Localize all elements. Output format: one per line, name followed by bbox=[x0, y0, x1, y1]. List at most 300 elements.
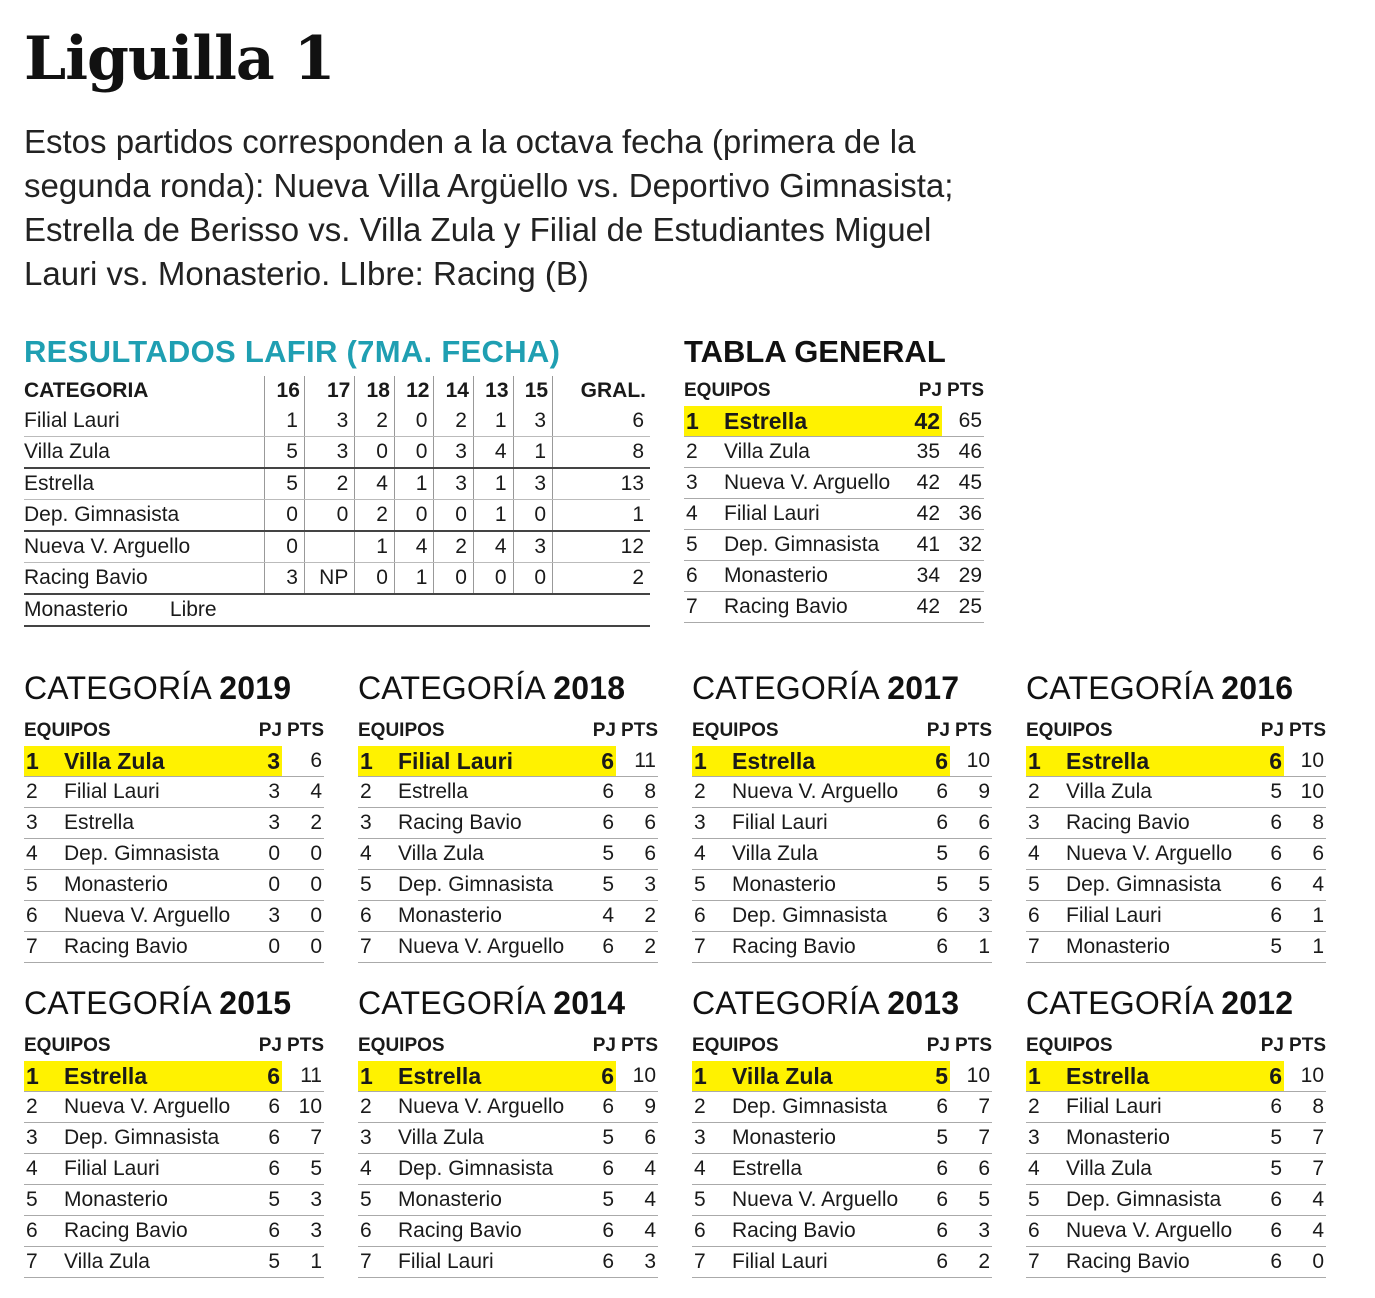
played: 42 bbox=[900, 468, 942, 499]
points: 9 bbox=[616, 1092, 658, 1123]
position: 1 bbox=[358, 746, 398, 777]
results-team-name: Estrella bbox=[24, 468, 265, 500]
points: 7 bbox=[950, 1092, 992, 1123]
played: 5 bbox=[574, 1123, 616, 1154]
standings-row bbox=[358, 1185, 658, 1216]
played: 6 bbox=[1242, 870, 1284, 901]
points: 46 bbox=[942, 437, 984, 468]
position: 5 bbox=[1026, 870, 1066, 901]
leader-row bbox=[358, 1061, 658, 1092]
played: 6 bbox=[908, 1185, 950, 1216]
points: 6 bbox=[1284, 839, 1326, 870]
standings-row bbox=[1026, 839, 1326, 870]
col-equipos: EQUIPOS bbox=[1026, 720, 1113, 741]
results-score: NP bbox=[304, 563, 354, 595]
team-name: Filial Lauri bbox=[64, 777, 240, 808]
category-heading-2014 bbox=[358, 985, 625, 1022]
position: 1 bbox=[1026, 1061, 1066, 1092]
general-standings-table bbox=[684, 376, 984, 623]
standings-header-row bbox=[692, 1031, 992, 1061]
results-col-header: 12 bbox=[394, 376, 434, 406]
standings-row bbox=[1026, 808, 1326, 839]
position: 7 bbox=[692, 932, 732, 963]
standings-row bbox=[692, 839, 992, 870]
position: 4 bbox=[684, 499, 724, 530]
team-name: Villa Zula bbox=[64, 746, 240, 777]
results-bye-row bbox=[24, 594, 650, 626]
results-score: 0 bbox=[265, 500, 305, 532]
col-pj: PJ bbox=[1260, 720, 1284, 741]
col-pts: PTS bbox=[621, 1035, 658, 1056]
position: 3 bbox=[1026, 808, 1066, 839]
played: 3 bbox=[240, 901, 282, 932]
played: 6 bbox=[574, 932, 616, 963]
standings-row bbox=[692, 1185, 992, 1216]
team-name: Dep. Gimnasista bbox=[732, 901, 908, 932]
team-name: Racing Bavio bbox=[398, 1216, 574, 1247]
position: 5 bbox=[1026, 1185, 1066, 1216]
team-name: Villa Zula bbox=[398, 1123, 574, 1154]
points: 7 bbox=[1284, 1154, 1326, 1185]
standings-row bbox=[24, 1123, 324, 1154]
team-name: Nueva V. Arguello bbox=[1066, 839, 1242, 870]
category-year: 2015 bbox=[219, 985, 292, 1021]
played: 5 bbox=[1242, 777, 1284, 808]
team-name: Dep. Gimnasista bbox=[398, 1154, 574, 1185]
standings-row bbox=[358, 839, 658, 870]
standings-row bbox=[358, 1123, 658, 1154]
col-equipos: EQUIPOS bbox=[692, 720, 779, 741]
results-score: 1 bbox=[394, 468, 434, 500]
team-name: Dep. Gimnasista bbox=[398, 870, 574, 901]
played: 6 bbox=[1242, 1185, 1284, 1216]
standings-row bbox=[692, 808, 992, 839]
position: 3 bbox=[24, 1123, 64, 1154]
standings-row bbox=[1026, 1154, 1326, 1185]
points: 11 bbox=[616, 746, 658, 777]
played: 42 bbox=[900, 406, 942, 437]
results-score: 5 bbox=[265, 437, 305, 469]
category-table-2018 bbox=[358, 716, 658, 963]
points: 2 bbox=[616, 901, 658, 932]
team-name: Racing Bavio bbox=[732, 1216, 908, 1247]
points: 2 bbox=[616, 932, 658, 963]
points: 4 bbox=[1284, 870, 1326, 901]
standings-row bbox=[1026, 1185, 1326, 1216]
points: 5 bbox=[282, 1154, 324, 1185]
leader-row bbox=[684, 406, 984, 437]
team-name: Villa Zula bbox=[64, 1247, 240, 1278]
played: 6 bbox=[908, 1154, 950, 1185]
played: 0 bbox=[240, 932, 282, 963]
points: 4 bbox=[616, 1154, 658, 1185]
standings-row bbox=[684, 530, 984, 561]
points: 8 bbox=[1284, 1092, 1326, 1123]
team-name: Nueva V. Arguello bbox=[1066, 1216, 1242, 1247]
position: 1 bbox=[684, 406, 724, 437]
standings-header-row bbox=[684, 376, 984, 406]
points: 3 bbox=[616, 870, 658, 901]
played: 6 bbox=[240, 1216, 282, 1247]
team-name: Estrella bbox=[398, 777, 574, 808]
team-name: Villa Zula bbox=[732, 839, 908, 870]
played: 6 bbox=[1242, 1247, 1284, 1278]
results-team-name: Dep. Gimnasista bbox=[24, 500, 265, 532]
played: 6 bbox=[574, 1247, 616, 1278]
position: 3 bbox=[358, 808, 398, 839]
category-table-2013 bbox=[692, 1031, 992, 1278]
team-name: Estrella bbox=[1066, 1061, 1242, 1092]
points: 1 bbox=[950, 932, 992, 963]
results-col-categoria: CATEGORIA bbox=[24, 379, 149, 402]
points: 29 bbox=[942, 561, 984, 592]
standings-row bbox=[684, 468, 984, 499]
points: 6 bbox=[950, 839, 992, 870]
team-name: Monasterio bbox=[1066, 1123, 1242, 1154]
category-table-2015 bbox=[24, 1031, 324, 1278]
category-heading-2012 bbox=[1026, 985, 1293, 1022]
category-year: 2018 bbox=[553, 670, 626, 706]
results-score: 1 bbox=[513, 437, 553, 469]
played: 3 bbox=[240, 777, 282, 808]
team-name: Nueva V. Arguello bbox=[64, 901, 240, 932]
results-score: 1 bbox=[355, 531, 395, 563]
results-col-header: GRAL. bbox=[553, 376, 650, 406]
results-score: 0 bbox=[394, 500, 434, 532]
played: 4 bbox=[574, 901, 616, 932]
played: 42 bbox=[900, 592, 942, 623]
position: 7 bbox=[358, 1247, 398, 1278]
results-score: 0 bbox=[434, 563, 474, 595]
results-team-name: Filial Lauri bbox=[24, 406, 265, 437]
points: 6 bbox=[616, 808, 658, 839]
played: 6 bbox=[574, 1092, 616, 1123]
results-score: 2 bbox=[553, 563, 650, 595]
position: 7 bbox=[1026, 932, 1066, 963]
category-year: 2013 bbox=[887, 985, 960, 1021]
standings-row bbox=[692, 1216, 992, 1247]
standings-row bbox=[692, 870, 992, 901]
played: 35 bbox=[900, 437, 942, 468]
category-label: CATEGORÍA bbox=[358, 670, 554, 706]
points: 4 bbox=[1284, 1185, 1326, 1216]
team-name: Racing Bavio bbox=[64, 932, 240, 963]
position: 4 bbox=[358, 1154, 398, 1185]
team-name: Nueva V. Arguello bbox=[64, 1092, 240, 1123]
points: 0 bbox=[282, 901, 324, 932]
position: 3 bbox=[24, 808, 64, 839]
results-score: 3 bbox=[434, 468, 474, 500]
team-name: Dep. Gimnasista bbox=[1066, 1185, 1242, 1216]
standings-row bbox=[358, 777, 658, 808]
points: 5 bbox=[950, 1185, 992, 1216]
standings-row bbox=[358, 870, 658, 901]
results-header-row bbox=[24, 376, 650, 406]
played: 42 bbox=[900, 499, 942, 530]
points: 10 bbox=[1284, 777, 1326, 808]
results-col-header: 18 bbox=[355, 376, 395, 406]
position: 1 bbox=[24, 746, 64, 777]
standings-row bbox=[1026, 870, 1326, 901]
position: 7 bbox=[24, 932, 64, 963]
team-name: Dep. Gimnasista bbox=[64, 1123, 240, 1154]
points: 6 bbox=[616, 1123, 658, 1154]
standings-row bbox=[358, 932, 658, 963]
played: 6 bbox=[1242, 808, 1284, 839]
results-score: 5 bbox=[265, 468, 305, 500]
team-name: Racing Bavio bbox=[732, 932, 908, 963]
leader-row bbox=[692, 1061, 992, 1092]
col-pj: PJ bbox=[1260, 1035, 1284, 1056]
standings-row bbox=[358, 808, 658, 839]
results-score: 1 bbox=[553, 500, 650, 532]
team-name: Estrella bbox=[724, 406, 900, 437]
results-bye-filler bbox=[304, 594, 650, 626]
category-year: 2016 bbox=[1221, 670, 1294, 706]
points: 3 bbox=[950, 901, 992, 932]
team-name: Racing Bavio bbox=[398, 808, 574, 839]
played: 5 bbox=[1242, 932, 1284, 963]
results-score: 0 bbox=[513, 563, 553, 595]
results-score: 6 bbox=[553, 406, 650, 437]
results-score: 0 bbox=[394, 406, 434, 437]
results-score: 1 bbox=[473, 468, 513, 500]
category-table-2012 bbox=[1026, 1031, 1326, 1278]
position: 1 bbox=[24, 1061, 64, 1092]
category-heading-2019 bbox=[24, 670, 291, 707]
played: 6 bbox=[1242, 1216, 1284, 1247]
points: 65 bbox=[942, 406, 984, 437]
played: 5 bbox=[574, 1185, 616, 1216]
points: 6 bbox=[616, 839, 658, 870]
points: 2 bbox=[950, 1247, 992, 1278]
played: 6 bbox=[574, 1216, 616, 1247]
played: 0 bbox=[240, 870, 282, 901]
results-score: 1 bbox=[473, 406, 513, 437]
position: 3 bbox=[1026, 1123, 1066, 1154]
team-name: Filial Lauri bbox=[1066, 1092, 1242, 1123]
results-table bbox=[24, 376, 650, 627]
col-equipos: EQUIPOS bbox=[24, 720, 111, 741]
points: 36 bbox=[942, 499, 984, 530]
played: 34 bbox=[900, 561, 942, 592]
results-score: 3 bbox=[434, 437, 474, 469]
standings-row bbox=[24, 1154, 324, 1185]
standings-header-row bbox=[1026, 1031, 1326, 1061]
col-pj: PJ bbox=[926, 720, 950, 741]
points: 1 bbox=[1284, 932, 1326, 963]
team-name: Villa Zula bbox=[1066, 777, 1242, 808]
played: 6 bbox=[574, 808, 616, 839]
standings-row bbox=[24, 870, 324, 901]
team-name: Nueva V. Arguello bbox=[732, 777, 908, 808]
position: 2 bbox=[692, 1092, 732, 1123]
played: 6 bbox=[1242, 746, 1284, 777]
played: 5 bbox=[1242, 1154, 1284, 1185]
category-year: 2012 bbox=[1221, 985, 1294, 1021]
team-name: Monasterio bbox=[732, 870, 908, 901]
results-col-header: 16 bbox=[265, 376, 305, 406]
position: 4 bbox=[692, 1154, 732, 1185]
played: 6 bbox=[574, 1154, 616, 1185]
results-score: 0 bbox=[473, 563, 513, 595]
results-score: 1 bbox=[394, 563, 434, 595]
results-score: 13 bbox=[553, 468, 650, 500]
played: 5 bbox=[908, 1061, 950, 1092]
team-name: Estrella bbox=[398, 1061, 574, 1092]
played: 5 bbox=[240, 1247, 282, 1278]
results-score: 3 bbox=[304, 406, 354, 437]
played: 5 bbox=[908, 1123, 950, 1154]
standings-row bbox=[358, 1216, 658, 1247]
played: 6 bbox=[1242, 901, 1284, 932]
results-row bbox=[24, 563, 650, 595]
position: 4 bbox=[1026, 839, 1066, 870]
position: 5 bbox=[24, 870, 64, 901]
position: 7 bbox=[1026, 1247, 1066, 1278]
points: 7 bbox=[950, 1123, 992, 1154]
results-bye-team bbox=[24, 594, 304, 626]
team-name: Monasterio bbox=[64, 870, 240, 901]
team-name: Filial Lauri bbox=[732, 808, 908, 839]
standings-row bbox=[24, 777, 324, 808]
played: 6 bbox=[574, 746, 616, 777]
points: 32 bbox=[942, 530, 984, 561]
points: 10 bbox=[1284, 1061, 1326, 1092]
col-equipos: EQUIPOS bbox=[24, 1035, 111, 1056]
points: 6 bbox=[950, 1154, 992, 1185]
results-score: 0 bbox=[355, 563, 395, 595]
col-pts: PTS bbox=[1289, 720, 1326, 741]
played: 6 bbox=[240, 1154, 282, 1185]
col-pj: PJ bbox=[926, 1035, 950, 1056]
results-score: 3 bbox=[513, 468, 553, 500]
played: 6 bbox=[908, 1092, 950, 1123]
team-name: Dep. Gimnasista bbox=[724, 530, 900, 561]
category-label: CATEGORÍA bbox=[692, 985, 888, 1021]
played: 5 bbox=[908, 839, 950, 870]
played: 6 bbox=[1242, 1092, 1284, 1123]
col-equipos: EQUIPOS bbox=[358, 1035, 445, 1056]
team-name: Villa Zula bbox=[1066, 1154, 1242, 1185]
team-name: Dep. Gimnasista bbox=[1066, 870, 1242, 901]
leader-row bbox=[24, 1061, 324, 1092]
points: 0 bbox=[282, 870, 324, 901]
position: 4 bbox=[24, 1154, 64, 1185]
played: 6 bbox=[908, 932, 950, 963]
team-name: Racing Bavio bbox=[64, 1216, 240, 1247]
standings-row bbox=[692, 1154, 992, 1185]
results-row bbox=[24, 531, 650, 563]
position: 1 bbox=[358, 1061, 398, 1092]
results-score bbox=[304, 531, 354, 563]
team-name: Racing Bavio bbox=[1066, 808, 1242, 839]
standings-row bbox=[684, 561, 984, 592]
standings-row bbox=[1026, 1123, 1326, 1154]
standings-row bbox=[358, 1092, 658, 1123]
position: 4 bbox=[692, 839, 732, 870]
team-name: Racing Bavio bbox=[1066, 1247, 1242, 1278]
team-name: Monasterio bbox=[724, 561, 900, 592]
position: 5 bbox=[358, 870, 398, 901]
points: 6 bbox=[282, 746, 324, 777]
team-name: Monasterio bbox=[64, 1185, 240, 1216]
col-equipos: EQUIPOS bbox=[684, 380, 771, 401]
points: 25 bbox=[942, 592, 984, 623]
played: 6 bbox=[908, 808, 950, 839]
played: 6 bbox=[240, 1123, 282, 1154]
points: 6 bbox=[950, 808, 992, 839]
position: 6 bbox=[358, 901, 398, 932]
results-score: 3 bbox=[513, 531, 553, 563]
played: 5 bbox=[574, 839, 616, 870]
standings-row bbox=[24, 1185, 324, 1216]
position: 1 bbox=[692, 1061, 732, 1092]
results-team-name: Villa Zula bbox=[24, 437, 265, 469]
standings-row bbox=[1026, 1216, 1326, 1247]
position: 3 bbox=[358, 1123, 398, 1154]
position: 7 bbox=[358, 932, 398, 963]
col-equipos: EQUIPOS bbox=[1026, 1035, 1113, 1056]
results-score: 0 bbox=[265, 531, 305, 563]
standings-row bbox=[684, 499, 984, 530]
played: 3 bbox=[240, 808, 282, 839]
team-name: Filial Lauri bbox=[398, 746, 574, 777]
category-label: CATEGORÍA bbox=[358, 985, 554, 1021]
position: 7 bbox=[24, 1247, 64, 1278]
team-name: Filial Lauri bbox=[64, 1154, 240, 1185]
team-name: Filial Lauri bbox=[732, 1247, 908, 1278]
standings-row bbox=[358, 1154, 658, 1185]
team-name: Nueva V. Arguello bbox=[732, 1185, 908, 1216]
team-name: Dep. Gimnasista bbox=[64, 839, 240, 870]
standings-row bbox=[24, 1216, 324, 1247]
team-name: Estrella bbox=[64, 808, 240, 839]
bye-team-name: Monasterio bbox=[24, 598, 128, 621]
points: 5 bbox=[950, 870, 992, 901]
standings-row bbox=[24, 839, 324, 870]
points: 9 bbox=[950, 777, 992, 808]
points: 1 bbox=[1284, 901, 1326, 932]
col-pj: PJ bbox=[918, 380, 942, 401]
standings-header-row bbox=[358, 1031, 658, 1061]
position: 2 bbox=[1026, 1092, 1066, 1123]
team-name: Villa Zula bbox=[724, 437, 900, 468]
results-score: 0 bbox=[434, 500, 474, 532]
category-table-2016 bbox=[1026, 716, 1326, 963]
points: 4 bbox=[282, 777, 324, 808]
results-score: 2 bbox=[304, 468, 354, 500]
standings-row bbox=[692, 1247, 992, 1278]
position: 1 bbox=[1026, 746, 1066, 777]
position: 3 bbox=[692, 1123, 732, 1154]
standings-row bbox=[692, 1123, 992, 1154]
standings-row bbox=[1026, 1247, 1326, 1278]
results-score: 3 bbox=[513, 406, 553, 437]
team-name: Estrella bbox=[732, 1154, 908, 1185]
results-score: 0 bbox=[394, 437, 434, 469]
intro-paragraph: Estos partidos corresponden a la octava fecha (primera de la segunda ronda): Nueva Villa Argüello vs. Deportivo Gimnasista; Estrella de Berisso vs. Villa Zula y Filial de Estudiantes Miguel Lauri vs. Monasterio. LIbre: Racing (B) bbox=[24, 123, 954, 292]
team-name: Monasterio bbox=[1066, 932, 1242, 963]
leader-row bbox=[358, 746, 658, 777]
results-col-header: 15 bbox=[513, 376, 553, 406]
team-name: Dep. Gimnasista bbox=[732, 1092, 908, 1123]
results-score: 2 bbox=[355, 500, 395, 532]
results-score: 2 bbox=[434, 406, 474, 437]
leader-row bbox=[1026, 1061, 1326, 1092]
col-equipos: EQUIPOS bbox=[358, 720, 445, 741]
standings-row bbox=[24, 808, 324, 839]
